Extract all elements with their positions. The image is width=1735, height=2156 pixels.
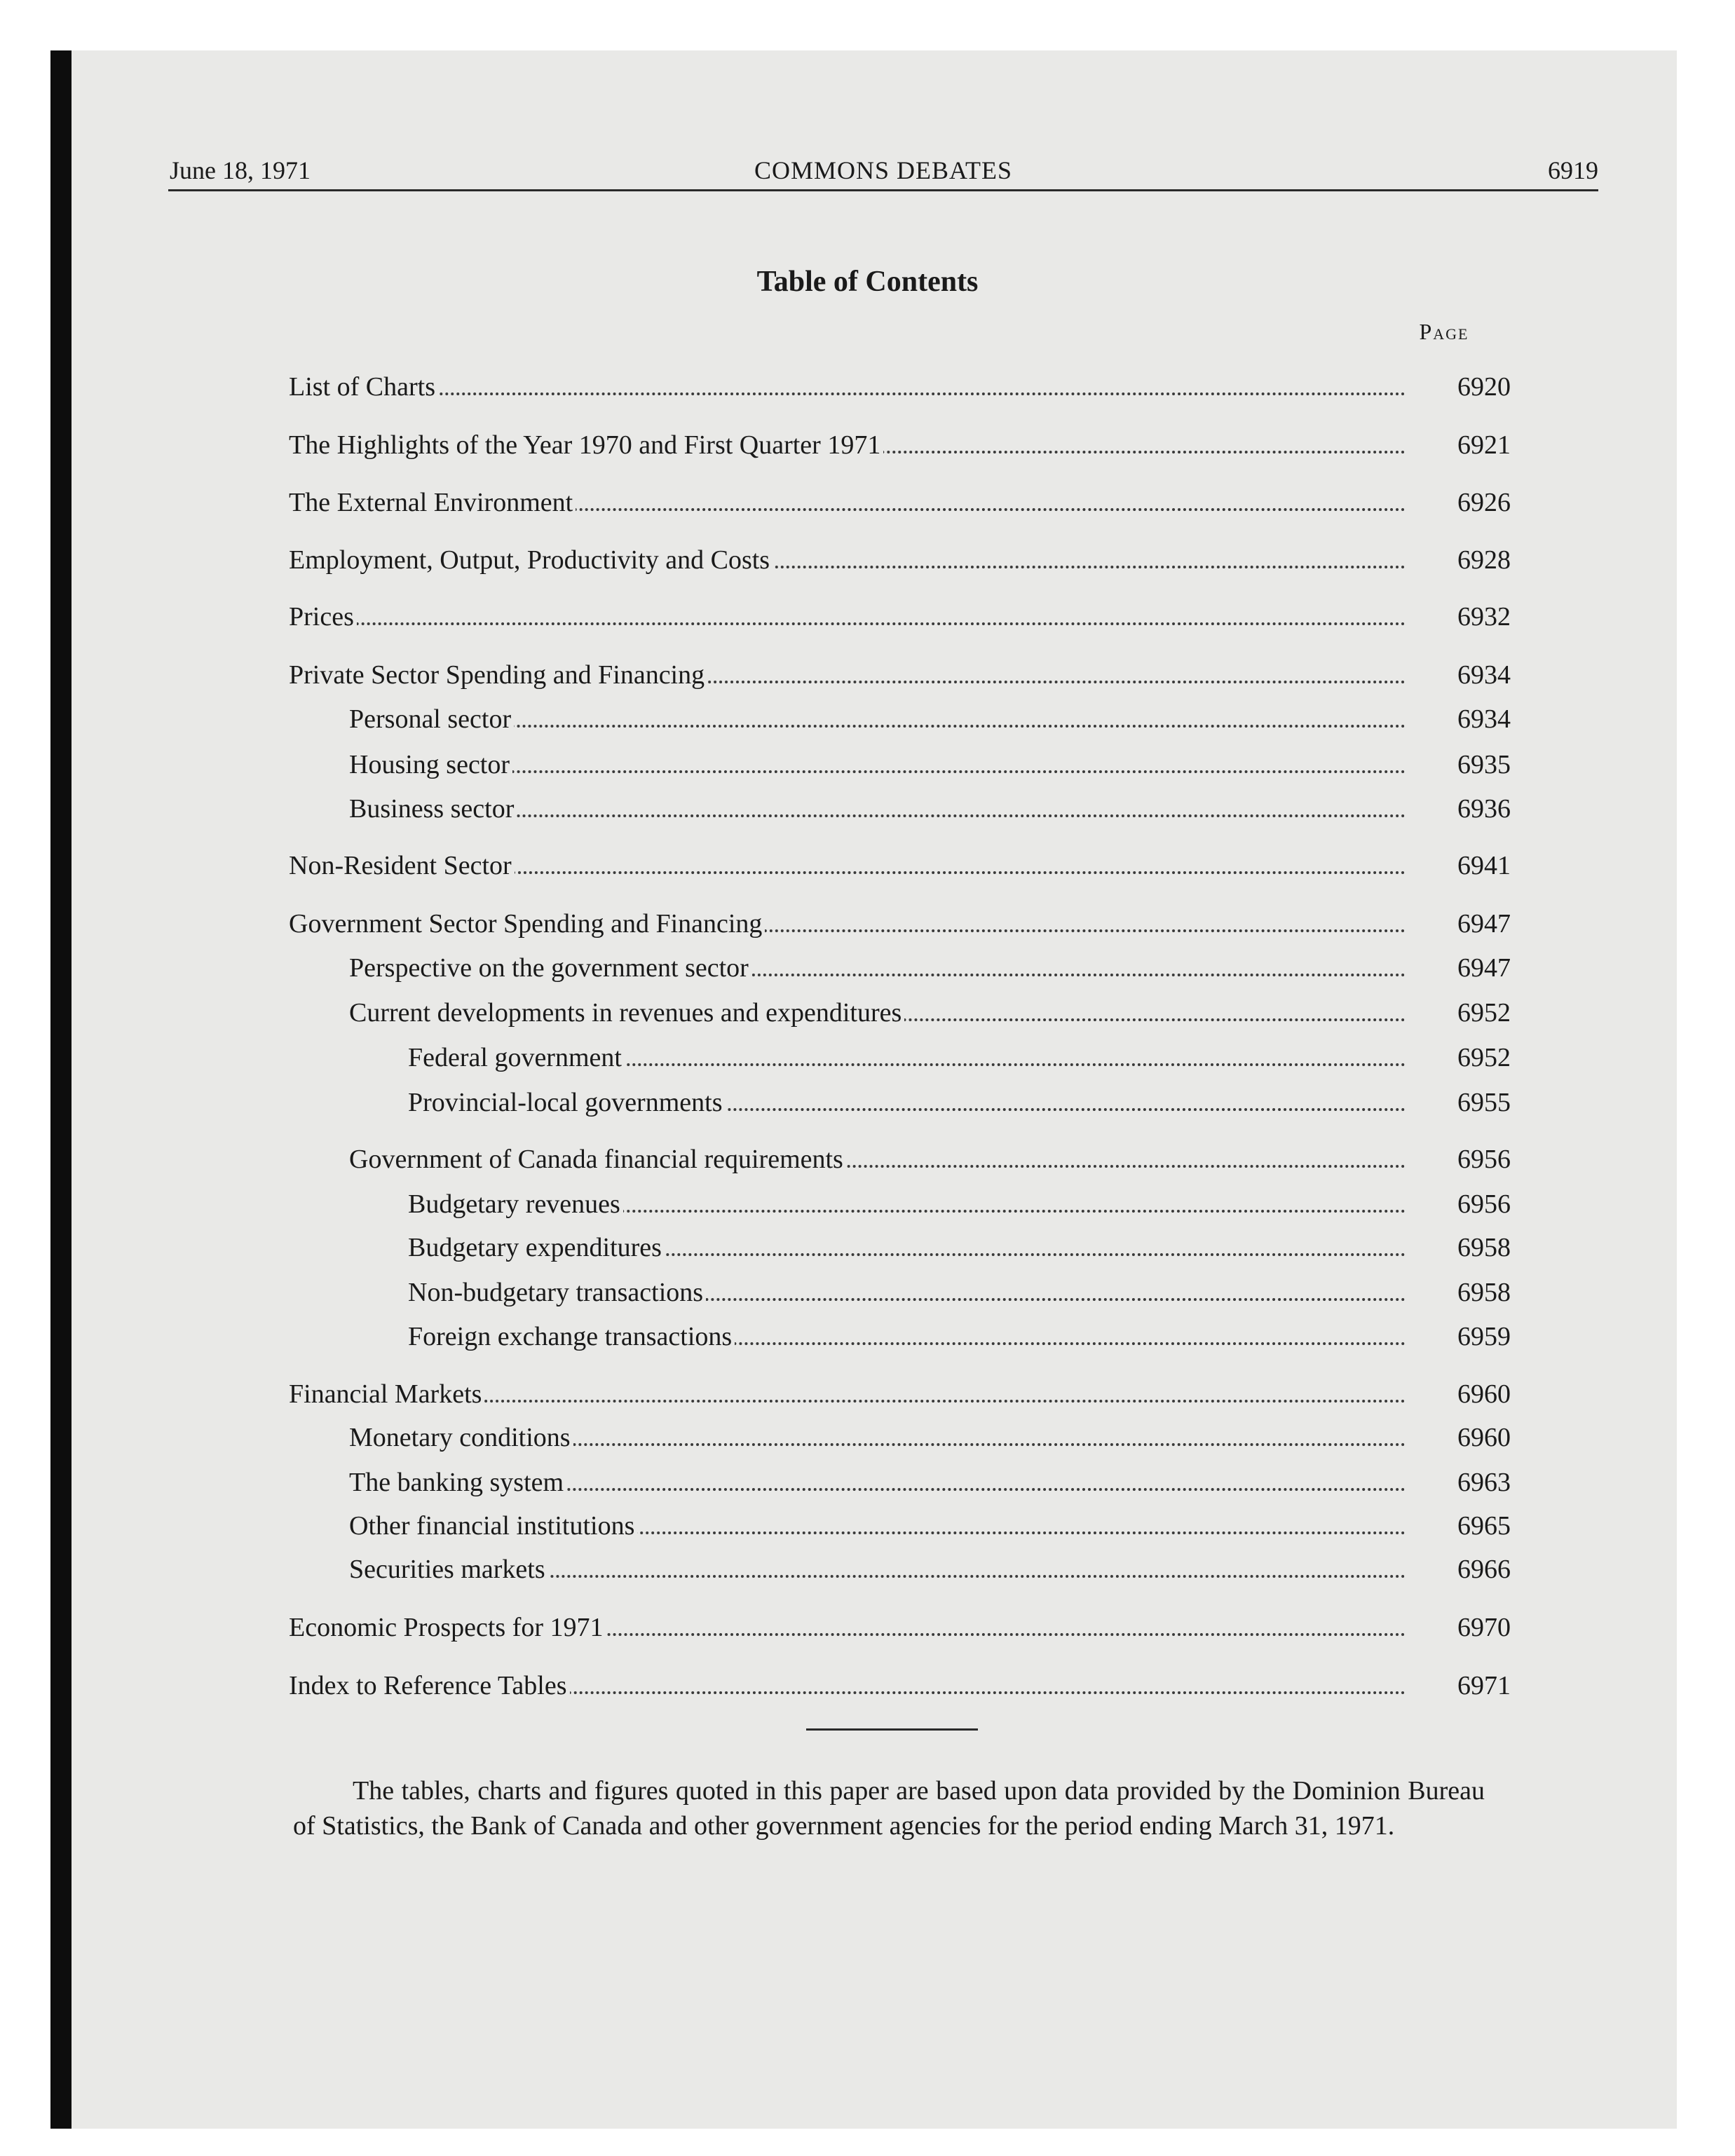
toc-entry-text: Employment, Output, Productivity and Costs: [289, 545, 773, 575]
toc-entry-label: [349, 792, 1406, 826]
toc-entry-label: [349, 1142, 1406, 1176]
toc-entry-text: Index to Reference Tables: [289, 1671, 570, 1700]
toc-entry-text: Other financial institutions: [349, 1511, 637, 1541]
toc-entry-text: Perspective on the government sector: [349, 953, 751, 983]
toc-entry-text: Federal government: [408, 1043, 625, 1072]
toc-entry-text: Government of Canada financial requirements: [349, 1145, 846, 1174]
toc-entry-text: The Highlights of the Year 1970 and First Quarter 1971: [289, 430, 883, 460]
toc-entry-label: [349, 951, 1406, 985]
page-column-label: Page: [1419, 319, 1469, 344]
toc-entry: [0, 1041, 1735, 1074]
toc-entry-page: 6956: [1457, 1189, 1511, 1219]
toc-entry-label: [289, 543, 1406, 577]
toc-entry-label: [349, 702, 1406, 736]
toc-entry: [0, 428, 1735, 462]
toc-entry-label: [349, 1509, 1406, 1543]
toc-entry-page: 6934: [1457, 660, 1511, 690]
toc-entry-page: 6960: [1457, 1423, 1511, 1452]
toc-entry: [0, 1086, 1735, 1119]
toc-entry-label: [408, 1276, 1406, 1309]
toc-entry: [0, 1320, 1735, 1353]
toc-entry: [0, 1377, 1735, 1411]
toc-entry-text: Prices: [289, 602, 357, 632]
toc-entry-page: 6966: [1457, 1555, 1511, 1584]
toc-entry-label: [349, 1421, 1406, 1454]
toc-entry-label: [349, 1553, 1406, 1586]
toc-entry-text: Monetary conditions: [349, 1423, 573, 1452]
toc-entry-page: 6941: [1457, 851, 1511, 880]
toc-entry-text: Provincial-local governments: [408, 1088, 726, 1117]
toc-entry: [0, 1276, 1735, 1309]
toc-entry-label: [289, 907, 1406, 941]
dot-leader: [289, 393, 1406, 395]
running-header: [168, 147, 1598, 191]
toc-entry-text: Economic Prospects for 1971: [289, 1613, 606, 1642]
toc-entry-page: 6921: [1457, 430, 1511, 460]
toc-entry-text: List of Charts: [289, 372, 438, 402]
toc-entry-page: 6971: [1457, 1671, 1511, 1700]
toc-entry-page: 6955: [1457, 1088, 1511, 1117]
scan-margin: [0, 0, 50, 2156]
toc-entry-label: [408, 1187, 1406, 1221]
toc-entry: [0, 1421, 1735, 1454]
toc-entry-page: 6926: [1457, 488, 1511, 517]
toc-entry: [0, 1466, 1735, 1499]
toc-entry-label: [408, 1041, 1406, 1074]
toc-entry-label: [289, 1611, 1406, 1644]
toc-entry-label: [289, 849, 1406, 882]
toc-entry: [0, 1231, 1735, 1264]
toc-entry-text: Financial Markets: [289, 1379, 484, 1409]
toc-entry-page: 6959: [1457, 1322, 1511, 1351]
toc-entry-text: Foreign exchange transactions: [408, 1322, 735, 1351]
toc-entry: [0, 543, 1735, 577]
toc-entry-text: Housing sector: [349, 750, 512, 779]
toc-entry: [0, 1611, 1735, 1644]
toc-entry-page: 6934: [1457, 704, 1511, 734]
toc-entry: [0, 1509, 1735, 1543]
toc-entry-page: 6936: [1457, 794, 1511, 824]
toc-entry-label: [408, 1086, 1406, 1119]
toc-entry: [0, 600, 1735, 634]
toc-entry-label: [349, 1466, 1406, 1499]
toc-entry-text: Budgetary expenditures: [408, 1233, 665, 1262]
toc-entry-label: [289, 370, 1406, 404]
toc-entry: [0, 907, 1735, 941]
toc-entry-page: 6935: [1457, 750, 1511, 779]
source-footnote: The tables, charts and figures quoted in this paper are based upon data provided by the Dominion Bureau of Statistics, the Bank of Canada and other government agencies for the period ending March 31, 1971.: [293, 1776, 1485, 1841]
toc-entry-text: Personal sector: [349, 704, 514, 734]
toc-entry: [0, 702, 1735, 736]
toc-entry-text: Budgetary revenues: [408, 1189, 623, 1219]
toc-entry: [0, 996, 1735, 1030]
toc-entry-page: 6920: [1457, 372, 1511, 402]
toc-entry: [0, 748, 1735, 782]
toc-entry-label: [289, 600, 1406, 634]
toc-entry-label: [349, 996, 1406, 1030]
toc-entry-label: [349, 748, 1406, 782]
toc-entry-page: 6958: [1457, 1278, 1511, 1307]
toc-entry-label: [289, 428, 1406, 462]
toc-entry: [0, 792, 1735, 826]
toc-entry-page: 6965: [1457, 1511, 1511, 1541]
toc-entry-text: Private Sector Spending and Financing: [289, 660, 707, 690]
toc-entry-text: Non-budgetary transactions: [408, 1278, 706, 1307]
header-publication: COMMONS DEBATES: [754, 156, 1013, 184]
toc-entry-page: 6952: [1457, 998, 1511, 1028]
toc-entry-page: 6932: [1457, 602, 1511, 632]
toc-entry-page: 6963: [1457, 1468, 1511, 1497]
toc-entry-text: The External Environment: [289, 488, 576, 517]
toc-entry: [0, 1669, 1735, 1703]
toc-entry-text: Government Sector Spending and Financing: [289, 909, 765, 939]
toc-entry: [0, 1553, 1735, 1586]
toc-entry-page: 6952: [1457, 1043, 1511, 1072]
toc-entry-text: Securities markets: [349, 1555, 548, 1584]
toc-entry-label: [289, 1669, 1406, 1703]
toc-entry-text: Current developments in revenues and expenditures: [349, 998, 904, 1028]
toc-entry: [0, 1187, 1735, 1221]
toc-entry-label: [408, 1320, 1406, 1353]
toc-entry-page: 6947: [1457, 909, 1511, 939]
toc-entry: [0, 1142, 1735, 1176]
toc-entry-text: Business sector: [349, 794, 517, 824]
toc-entry-page: 6928: [1457, 545, 1511, 575]
toc-entry-page: 6947: [1457, 953, 1511, 983]
toc-entry-page: 6970: [1457, 1613, 1511, 1642]
header-date: June 18, 1971: [170, 156, 311, 184]
dot-leader: [289, 622, 1406, 625]
toc-entry-page: 6956: [1457, 1145, 1511, 1174]
toc-title: Table of Contents: [756, 266, 979, 298]
header-page-number: 6919: [1548, 156, 1598, 184]
toc-entry-label: [289, 658, 1406, 692]
toc-entry: [0, 951, 1735, 985]
toc-entry-text: Non-Resident Sector: [289, 851, 515, 880]
toc-entry-label: [289, 1377, 1406, 1411]
toc-entry-text: The banking system: [349, 1468, 566, 1497]
toc-entry-label: [408, 1231, 1406, 1264]
toc-entry-page: 6958: [1457, 1233, 1511, 1262]
toc-entry: [0, 370, 1735, 404]
toc-entry: [0, 849, 1735, 882]
toc-entry-label: [289, 486, 1406, 519]
toc-entry: [0, 486, 1735, 519]
section-divider: [806, 1728, 978, 1731]
toc-entry-page: 6960: [1457, 1379, 1511, 1409]
toc-entry: [0, 658, 1735, 692]
